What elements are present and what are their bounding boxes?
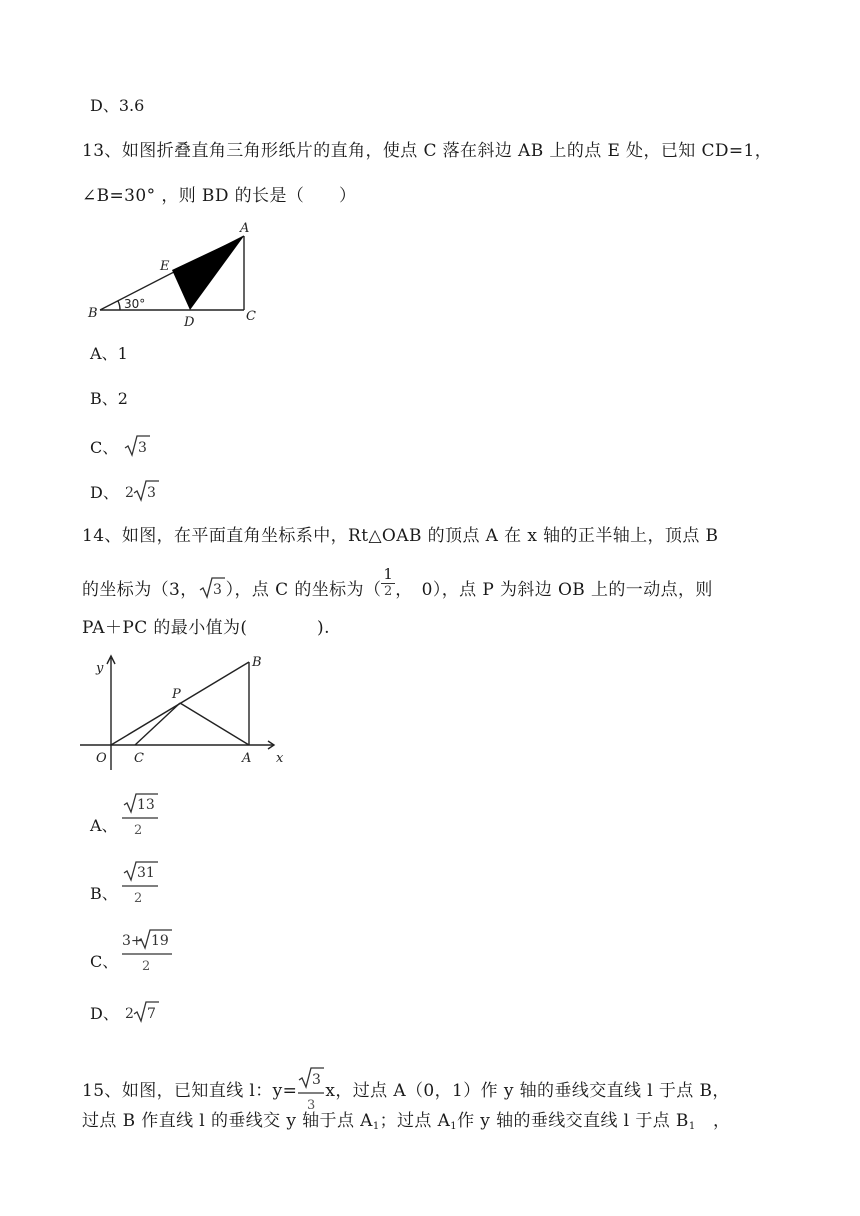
q15-stem-line1 [82,1066,730,1114]
option-label: A、 [90,344,118,363]
text-part: ；过点 A [379,1111,451,1131]
q14-stem-line1: 14、如图，在平面直角坐标系中，Rt△OAB 的顶点 A 在 x 轴的正半轴上，顶点 B [82,526,719,546]
coefficient: 2 [124,485,134,501]
sqrt-3 [198,576,226,600]
option-label: C、 [90,952,119,971]
label-x: x [276,751,284,766]
label-y: y [96,661,104,676]
fraction-expression [120,928,174,974]
subscript: 1 [450,1121,458,1132]
segment-pc [135,703,180,745]
label-d: D [184,315,195,330]
label-p: P [172,687,181,702]
q13-stem-line2: ∠B=30° ，则 BD 的长是（ ） [82,186,357,206]
label-o: O [96,751,107,766]
radicand: 7 [146,1006,156,1022]
option-label: D、 [90,1004,119,1023]
denominator: 2 [383,584,393,599]
q13-option-d [90,479,160,503]
denominator: 3 [307,1098,316,1113]
label-b: B [88,306,98,321]
angle-label: 30° [124,297,146,311]
q14-option-d [90,1000,160,1024]
question-number: 13、 [82,141,122,161]
subscript: 1 [372,1121,380,1132]
text-part: x，过点 A（0，1）作 y 轴的垂线交直线 l 于点 B， [325,1081,730,1101]
q14-stem-line3: PA＋PC 的最小值为( ). [82,618,330,638]
label-c: C [134,751,144,766]
coefficient: 2 [124,1006,134,1022]
text-part: 过点 B 作直线 l 的垂线交 y 轴于点 A [82,1111,373,1131]
label-b: B [252,655,262,670]
label-c: C [246,309,256,324]
question-text: 如图折叠直角三角形纸片的直角，使点 C 落在斜边 AB 上的点 E 处，已知 CD=1， [121,141,773,161]
q13-triangle-figure [80,220,270,330]
denominator: 2 [142,959,151,974]
q13-stem-line1 [82,141,772,161]
option-label: B、 [90,884,118,903]
q12-option-d [90,96,144,116]
radicand: 3 [212,582,222,598]
sqrt-expression [123,434,151,458]
prefix: 3+ [122,933,143,949]
radicand: 19 [151,933,169,949]
option-label: A、 [90,816,118,835]
option-value: 1 [117,344,128,363]
q14-stem-line2 [82,565,713,608]
fraction-expression [120,792,160,838]
radicand: 13 [137,797,155,813]
fraction-one-half [381,565,395,600]
numerator: 1 [383,565,394,583]
q15-stem-line2 [82,1111,730,1137]
text-part: ， [695,1111,731,1131]
text-part: 15、如图，已知直线 l：y= [82,1081,298,1101]
label-e: E [160,259,170,274]
option-label: C、 [90,438,119,457]
sqrt-expression [124,1000,160,1024]
q14-option-a [90,792,155,838]
text-part: ， 0），点 P 为斜边 OB 上的一动点，则 [395,580,713,600]
segment-pa [180,703,249,745]
radicand: 3 [146,485,156,501]
radicand: 3 [138,440,148,456]
q14-coordinate-figure [78,650,298,772]
fraction-sqrt3-over-3 [297,1066,325,1114]
q13-option-a [90,344,128,364]
label-a: A [240,221,250,236]
text-part: 作 y 轴的垂线交直线 l 于点 B [457,1111,689,1131]
option-value: 3.6 [118,96,145,115]
folded-region [172,236,244,310]
q13-option-b [90,389,128,409]
label-a: A [242,751,252,766]
angle-arc [118,301,120,310]
option-label: D、 [90,483,119,502]
text-part: ），点 C 的坐标为（ [225,580,382,600]
denominator: 2 [134,823,143,838]
q14-option-b [90,860,155,906]
q13-option-c [90,434,151,458]
option-value: 2 [117,389,128,408]
q14-option-c [90,928,169,974]
radicand: 31 [137,865,155,881]
option-label: B、 [90,389,118,408]
text-part: 的坐标为（3， [82,580,198,600]
subscript: 1 [688,1121,696,1132]
fraction-expression [120,860,160,906]
denominator: 2 [134,891,143,906]
radicand: 3 [312,1072,322,1088]
sqrt-expression [124,479,160,503]
option-label: D、 [90,96,119,115]
